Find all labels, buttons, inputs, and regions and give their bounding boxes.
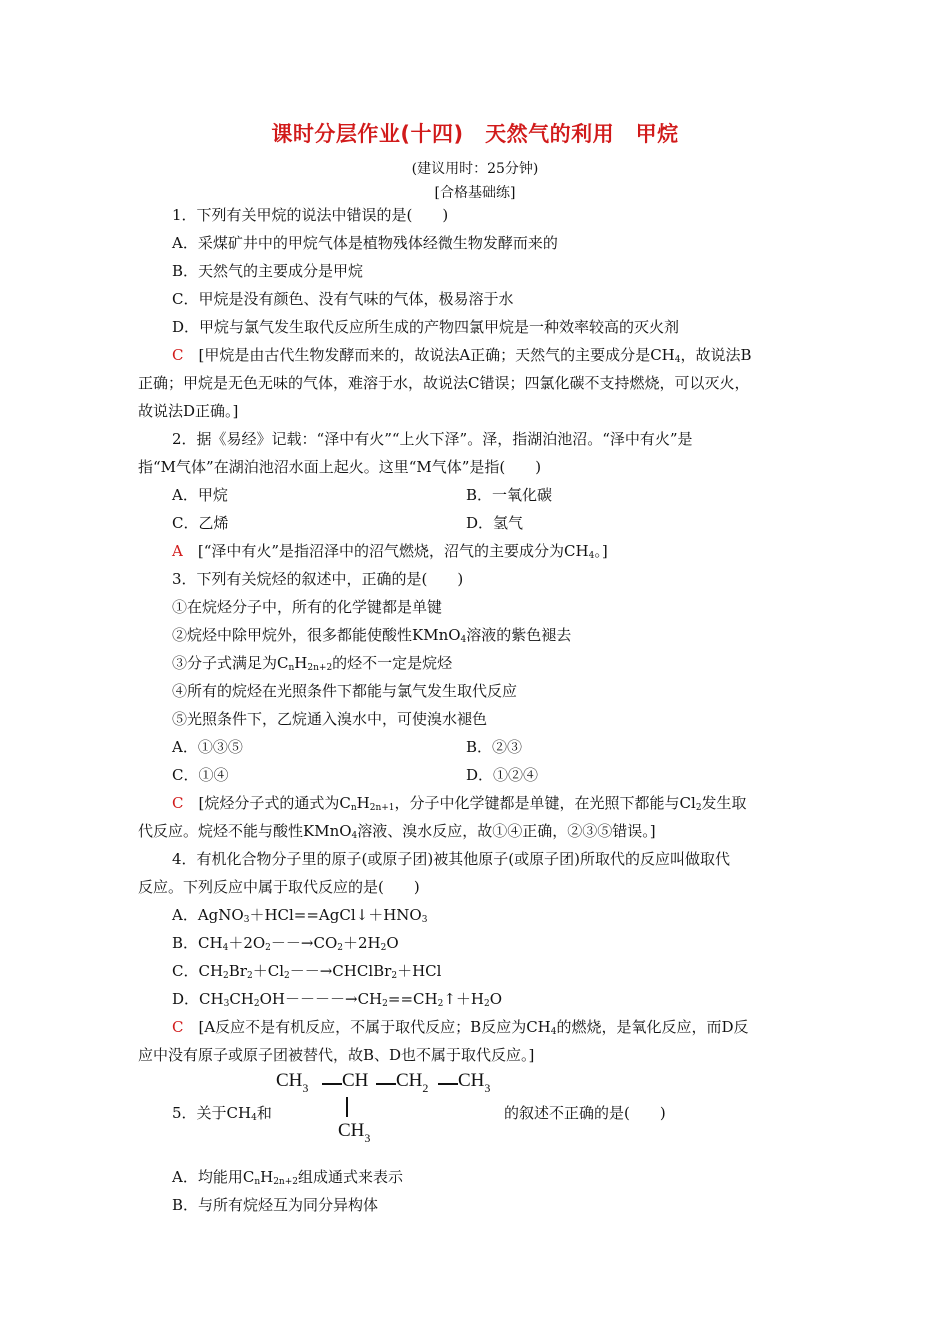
- q3-statement-2: ②烷烃中除甲烷外，很多都能使酸性KMnO$_4$溶液的紫色褪去: [172, 626, 572, 645]
- q3-option-a: A．①③⑤: [172, 738, 243, 756]
- page-title: 课时分层作业(十四) 天然气的利用 甲烷: [271, 122, 679, 146]
- q4-stem-line1: 4．有机化合物分子里的原子(或原子团)被其他原子(或原子团)所取代的反应叫做取代: [172, 850, 730, 868]
- q1-explanation-line3: 故说法D正确。]: [138, 402, 239, 420]
- q1-option-d: D．甲烷与氯气发生取代反应所生成的产物四氯甲烷是一种效率较高的灭火剂: [172, 318, 680, 336]
- ch3-group-right: $CH_3$: [458, 1070, 491, 1095]
- q3-option-c: C．①④: [172, 766, 229, 784]
- ch2-group: $CH_2$: [396, 1070, 429, 1095]
- q2-explanation: A [“泽中有火”是指沼泽中的沼气燃烧，沼气的主要成分为$CH_4$。]: [172, 542, 608, 561]
- q3-statement-3: ③分子式满足为$C_nH_{2n+2}$的烃不一定是烷烃: [172, 654, 453, 673]
- q3-option-d: D．①②④: [466, 766, 539, 784]
- q3-statement-4: ④所有的烷烃在光照条件下都能与氯气发生取代反应: [172, 682, 518, 700]
- q2-option-a: A．甲烷: [172, 486, 228, 504]
- q4-option-b: B．$CH_4+2O_2--\to CO_2+2H_2O$: [172, 934, 399, 953]
- bond-3: [438, 1083, 458, 1085]
- section-heading: [合格基础练]: [434, 185, 516, 201]
- q2-stem-line1: 2．据《易经》记载：“泽中有火”“上火下泽”。泽，指湖泊池沼。“泽中有火”是: [172, 430, 693, 448]
- q1-option-b: B．天然气的主要成分是甲烷: [172, 262, 364, 280]
- q1-answer: C: [172, 346, 184, 364]
- ch3-group-left: $CH_3$: [276, 1070, 309, 1095]
- bond-1: [322, 1083, 342, 1085]
- q1-option-a: A．采煤矿井中的甲烷气体是植物残体经微生物发酵而来的: [172, 234, 558, 252]
- ch3-group-branch: $CH_3$: [338, 1120, 371, 1145]
- q2-option-c: C．乙烯: [172, 514, 229, 532]
- q3-stem: 3．下列有关烷烃的叙述中，正确的是( ): [172, 570, 464, 588]
- suggested-time: (建议用时：25分钟): [411, 161, 539, 177]
- q5-option-b: B．与所有烷烃互为同分异构体: [172, 1196, 379, 1214]
- q1-explanation-line1: C [甲烷是由古代生物发酵而来的，故说法A正确；天然气的主要成分是$CH_4$，故说法B: [172, 346, 752, 365]
- q5-option-a: A．均能用$C_nH_{2n+2}$组成通式来表示: [172, 1168, 404, 1187]
- q2-option-d: D．氢气: [466, 514, 524, 532]
- q4-explanation-line1: C [A反应不是有机反应，不属于取代反应；B反应为$CH_4$的燃烧，是氧化反应，而D反: [172, 1018, 749, 1037]
- ch-group: CH: [342, 1070, 369, 1091]
- q4-explanation-line2: 应中没有原子或原子团被替代，故B、D也不属于取代反应。]: [138, 1046, 535, 1064]
- q4-option-a: A．$AgNO_3+HCl==AgCl↓+HNO_3$: [172, 906, 428, 925]
- q3-statement-1: ①在烷烃分子中，所有的化学键都是单键: [172, 598, 443, 616]
- bond-2: [376, 1083, 396, 1085]
- q2-answer: A: [172, 542, 183, 560]
- q4-answer: C: [172, 1018, 184, 1036]
- q4-option-c: C．$CH_2Br_2+Cl_2--\to CHClBr_2+HCl$: [172, 962, 442, 981]
- q4-stem-line2: 反应。下列反应中属于取代反应的是( ): [138, 878, 420, 896]
- q5-stem-suffix: 的叙述不正确的是( ): [504, 1104, 666, 1122]
- q3-explanation-line2: 代反应。烷烃不能与酸性KMnO$_4$溶液、溴水反应，故①④正确，②③⑤错误。]: [138, 822, 656, 841]
- q1-stem: 1．下列有关甲烷的说法中错误的是( ): [172, 206, 449, 224]
- q2-stem-line2: 指“M气体”在湖泊池沼水面上起火。这里“M气体”是指( ): [138, 458, 542, 476]
- q1-explanation-line2: 正确；甲烷是无色无味的气体，难溶于水，故说法C错误；四氯化碳不支持燃烧，可以灭火，: [138, 374, 750, 392]
- q3-statement-5: ⑤光照条件下，乙烷通入溴水中，可使溴水褪色: [172, 710, 488, 728]
- q1-option-c: C．甲烷是没有颜色、没有气味的气体，极易溶于水: [172, 290, 514, 308]
- q2-option-b: B．一氧化碳: [466, 486, 553, 504]
- q3-option-b: B．②③: [466, 738, 523, 756]
- vertical-bond: [346, 1097, 348, 1117]
- q3-explanation-line1: C [烷烃分子式的通式为$C_nH_{2n+1}$，分子中化学键都是单键，在光照下都能与$Cl_2$发生取: [172, 794, 747, 813]
- q5-stem-prefix: 5．关于$CH_4$和: [172, 1104, 272, 1123]
- q4-option-d: D．$CH_3CH_2OH----\to CH_2==CH_2↑+H_2O$: [172, 990, 503, 1009]
- isobutane-structural-formula: [276, 1070, 498, 1150]
- q3-answer: C: [172, 794, 184, 812]
